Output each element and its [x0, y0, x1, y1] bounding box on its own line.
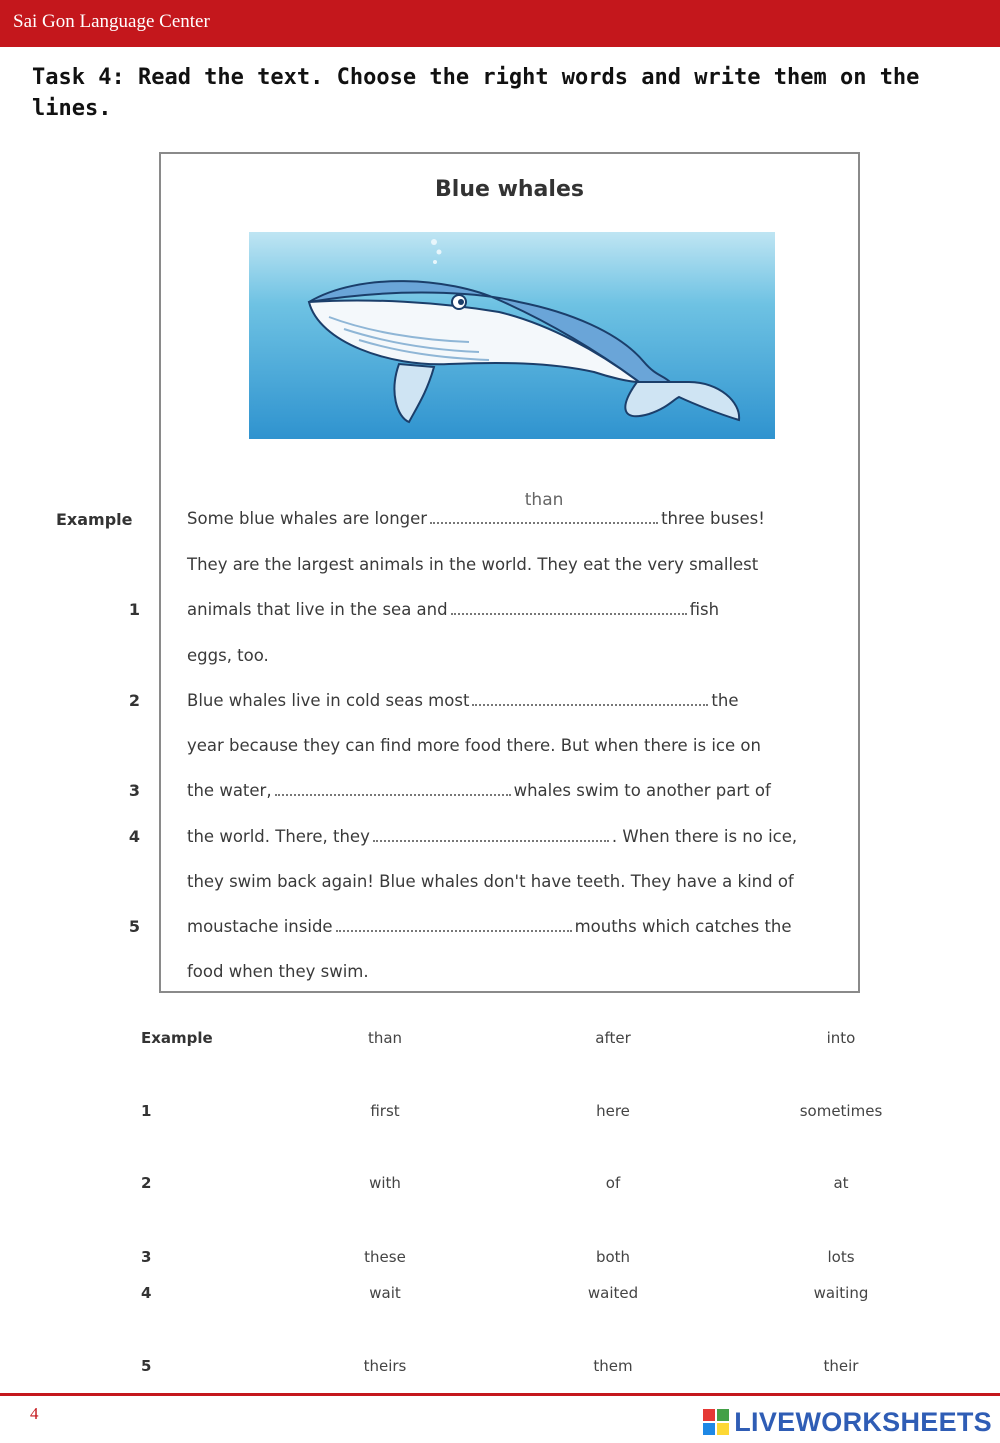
answer-blank-2[interactable]	[472, 692, 708, 706]
option-choice: theirs	[363, 1357, 407, 1375]
line-text: whales swim to another part of	[513, 781, 771, 800]
options-row-label: 1	[141, 1102, 152, 1120]
story-line-question-1	[187, 600, 719, 619]
story-line-question-2	[187, 691, 739, 710]
brand-name: LIVEWORKSHEETS	[734, 1406, 992, 1437]
question-marker-1: 1	[128, 600, 140, 619]
line-text: the water,	[187, 781, 272, 800]
story-line: they swim back again! Blue whales don't have teeth. They have a kind of	[187, 872, 794, 891]
task-instruction: Task 4: Read the text. Choose the right words and write them on the lines.	[32, 65, 920, 121]
story-line: eggs, too.	[187, 646, 269, 665]
line-text: the world. There, they	[187, 827, 370, 846]
options-row-label: 5	[141, 1357, 152, 1375]
line-text: fish	[689, 600, 720, 619]
line-text: mouths which catches the	[574, 917, 792, 936]
option-choice: of	[605, 1174, 621, 1192]
line-text: the	[711, 691, 739, 710]
answer-blank-5[interactable]	[336, 918, 572, 932]
option-choice: both	[595, 1248, 631, 1266]
option-choice: their	[823, 1357, 859, 1375]
line-text: Some blue whales are longer	[187, 509, 428, 528]
question-marker-4: 4	[128, 827, 140, 846]
options-row-label: 3	[141, 1248, 152, 1266]
story-line-example	[187, 490, 765, 528]
page-number: 4	[30, 1404, 39, 1423]
options-row-label: 4	[141, 1284, 152, 1302]
story-line: food when they swim.	[187, 962, 369, 981]
answer-blank-3[interactable]	[275, 782, 511, 796]
option-choice: waited	[587, 1284, 639, 1302]
story-line-question-5	[187, 917, 792, 936]
line-text: moustache inside	[187, 917, 333, 936]
center-name: Sai Gon Language Center	[13, 11, 210, 32]
spout-bubble	[433, 260, 437, 264]
example-answer-blank	[430, 490, 658, 524]
liveworksheets-icon	[702, 1408, 730, 1436]
option-choice: with	[369, 1174, 401, 1192]
question-marker-3: 3	[128, 781, 140, 800]
story-line: They are the largest animals in the world. They eat the very smallest	[187, 555, 759, 574]
blue-whale-illustration	[249, 232, 775, 439]
question-marker-5: 5	[128, 917, 140, 936]
line-text: Blue whales live in cold seas most	[187, 691, 470, 710]
option-choice: these	[364, 1248, 406, 1266]
spout-bubble	[431, 239, 437, 245]
line-text: three buses!	[661, 509, 765, 528]
option-choice: at	[833, 1174, 849, 1192]
option-choice: lots	[827, 1248, 855, 1266]
line-text: animals that live in the sea and	[187, 600, 448, 619]
options-row-label: 2	[141, 1174, 152, 1192]
option-choice: than	[367, 1029, 403, 1047]
option-choice: wait	[369, 1284, 401, 1302]
spout-bubble	[437, 250, 442, 255]
whale-pupil	[458, 299, 464, 305]
footer-divider	[0, 1393, 1000, 1396]
option-choice: first	[370, 1102, 400, 1120]
story-line-question-4	[187, 827, 797, 846]
example-answer: than	[524, 490, 564, 510]
option-choice: into	[826, 1029, 856, 1047]
reading-frame	[56, 152, 860, 993]
answer-blank-1[interactable]	[451, 601, 687, 615]
story-line-question-3	[187, 781, 771, 800]
header-bar	[0, 0, 1000, 47]
answer-blank-4[interactable]	[373, 828, 609, 842]
options-example-label: Example	[141, 1029, 213, 1047]
question-marker-2: 2	[128, 691, 140, 710]
option-choice: waiting	[813, 1284, 869, 1302]
story-title: Blue whales	[435, 177, 584, 202]
example-marker: Example	[56, 510, 133, 529]
story-line: year because they can find more food there. But when there is ice on	[187, 736, 761, 755]
option-choice: them	[593, 1357, 633, 1375]
option-choice: after	[595, 1029, 631, 1047]
liveworksheets-logo	[702, 1405, 992, 1439]
option-choice: sometimes	[799, 1102, 883, 1120]
line-text: . When there is no ice,	[611, 827, 798, 846]
option-choice: here	[596, 1102, 630, 1120]
